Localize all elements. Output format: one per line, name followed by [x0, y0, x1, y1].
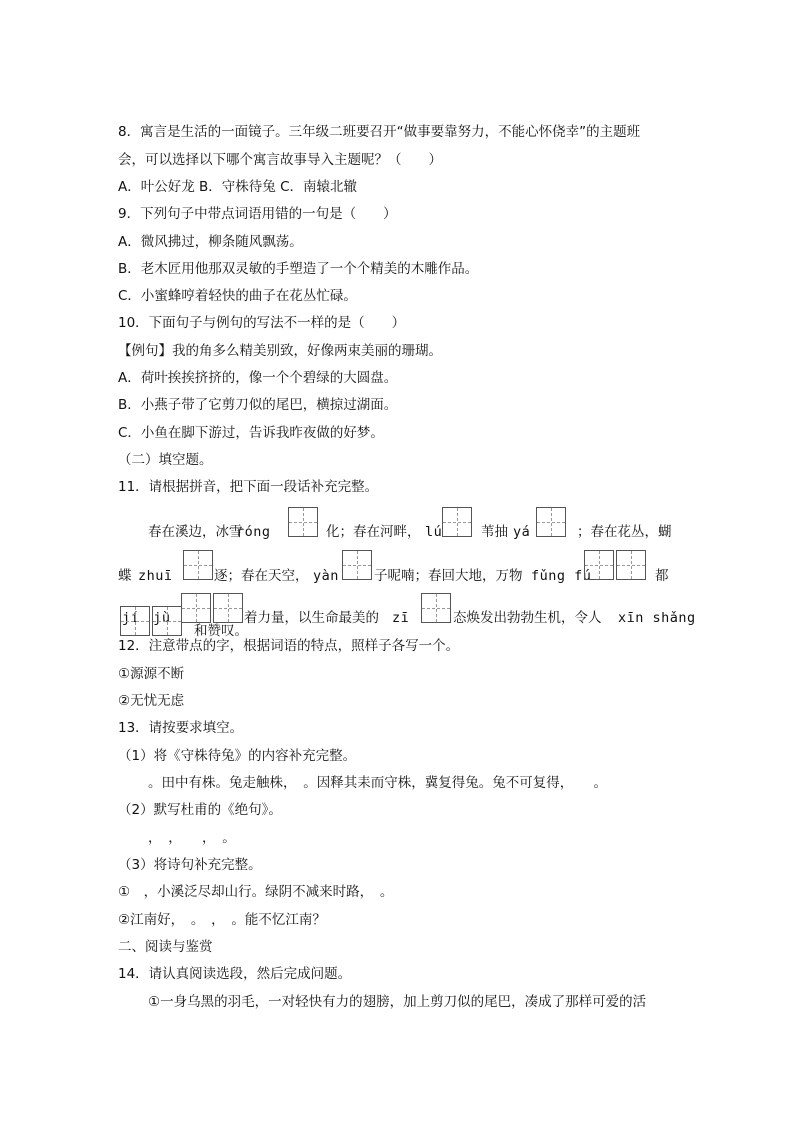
q11-r2-text1: 蝶 — [118, 568, 132, 584]
q11-r3-text2: 态焕发出勃勃生机，令人 — [453, 610, 602, 626]
q13-sub2: （2）默写杜甫的《绝句》。 — [118, 802, 282, 818]
writing-grid[interactable] — [152, 606, 182, 636]
writing-grid[interactable] — [584, 550, 614, 580]
q10-example: 【例句】我的角多么精美别致，好像两束美丽的珊瑚。 — [118, 343, 442, 359]
q10-option-b: B．小燕子带了它剪刀似的尾巴，横掠过湖面。 — [118, 397, 398, 413]
writing-grid[interactable] — [183, 550, 213, 580]
q13-sub1-text: 。田中有株。兔走触株， 。因释其耒而守株，冀复得兔。兔不可复得， 。 — [148, 775, 607, 791]
q11-r3-text1: 着力量，以生命最美的 — [244, 610, 379, 626]
q13-sub3: （3）将诗句补充完整。 — [118, 857, 262, 873]
writing-grid[interactable] — [536, 507, 566, 537]
q11-r1-pinyin1: róng — [236, 524, 271, 540]
writing-grid[interactable] — [421, 593, 451, 623]
q11-r1-text3: 苇抽 — [481, 524, 508, 540]
q13-sub2-text: ， ， ， 。 — [148, 830, 236, 846]
q11-r1-pinyin3: yá — [513, 524, 531, 540]
q11-r3-pinyin1: jí jù — [122, 610, 171, 626]
q13-sub1: （1）将《守株待兔》的内容补充完整。 — [118, 748, 357, 764]
q12-item-2: ②无忧无虑 — [118, 693, 185, 709]
q11-r2-text4: 都 — [655, 568, 669, 584]
q9-option-b: B．老木匠用他那双灵敏的手塑造了一个个精美的木雕作品。 — [118, 261, 479, 277]
writing-grid[interactable] — [120, 606, 150, 636]
q9-option-a: A．微风拂过，柳条随风飘荡。 — [118, 234, 303, 250]
q11-r4-text1: 和赞叹。 — [194, 623, 248, 639]
q11-r3-pinyin2: zī — [392, 610, 410, 626]
q9-stem: 9．下列句子中带点词语用错的一句是（ ） — [118, 206, 397, 222]
writing-grid[interactable] — [442, 507, 472, 537]
q13-sub3-b: ②江南好， 。 ， 。能不忆江南？ — [118, 912, 326, 928]
writing-grid[interactable] — [288, 507, 318, 537]
q14-passage: ①一身乌黑的羽毛，一对轻快有力的翅膀，加上剪刀似的尾巴，凑成了那样可爱的活 — [148, 994, 647, 1010]
q8-options: A．叶公好龙 B．守株待兔 C．南辕北辙 — [118, 179, 358, 195]
q11-r1-text4: ；春在花丛，蝴 — [577, 524, 672, 540]
q11-r1-pinyin2: lú — [425, 524, 443, 540]
q8-line2: 会，可以选择以下哪个寓言故事导入主题呢？（ ） — [118, 152, 442, 168]
writing-grid[interactable] — [181, 593, 211, 623]
q11-r2-pinyin2: yàn — [313, 568, 339, 584]
q11-r1-text1: 春在溪边，冰雪 — [148, 524, 243, 540]
q10-option-a: A．荷叶挨挨挤挤的，像一个个碧绿的大圆盘。 — [118, 370, 398, 386]
section-fill-blank: （二）填空题。 — [118, 452, 213, 468]
q14-stem: 14．请认真阅读选段，然后完成问题。 — [118, 966, 352, 982]
part2-heading: 二、阅读与鉴赏 — [118, 939, 213, 955]
q12-item-1: ①源源不断 — [118, 666, 185, 682]
q8-line1: 8．寓言是生活的一面镜子。三年级二班要召开“做事要靠努力，不能心怀侥幸”的主题班 — [118, 124, 641, 140]
q10-option-c: C．小鱼在脚下游过，告诉我昨夜做的好梦。 — [118, 425, 384, 441]
q11-r1-text2: 化；春在河畔， — [326, 524, 421, 540]
q11-r2-text3: 子呢喃；春回大地，万物 — [374, 568, 523, 584]
q11-r3-pinyin3: xīn shǎng — [618, 610, 696, 626]
q11-r2-text2: 逐；春在天空， — [214, 568, 309, 584]
q12-stem: 12．注意带点的字，根据词语的特点，照样子各写一个。 — [118, 638, 460, 654]
q10-stem: 10．下面句子与例句的写法不一样的是（ ） — [118, 315, 406, 331]
q13-sub3-a: ① ，小溪泛尽却山行。绿阴不减来时路， 。 — [118, 884, 394, 900]
q11-r2-pinyin1: zhuī — [138, 568, 173, 584]
writing-grid[interactable] — [342, 550, 372, 580]
q9-option-c: C．小蜜蜂哼着轻快的曲子在花丛忙碌。 — [118, 288, 357, 304]
q11-r2-pinyin3: fǔng fú — [531, 568, 592, 584]
q11-stem: 11．请根据拼音，把下面一段话补充完整。 — [118, 479, 379, 495]
writing-grid[interactable] — [213, 593, 243, 623]
writing-grid[interactable] — [616, 550, 646, 580]
q13-stem: 13．请按要求填空。 — [118, 720, 244, 736]
